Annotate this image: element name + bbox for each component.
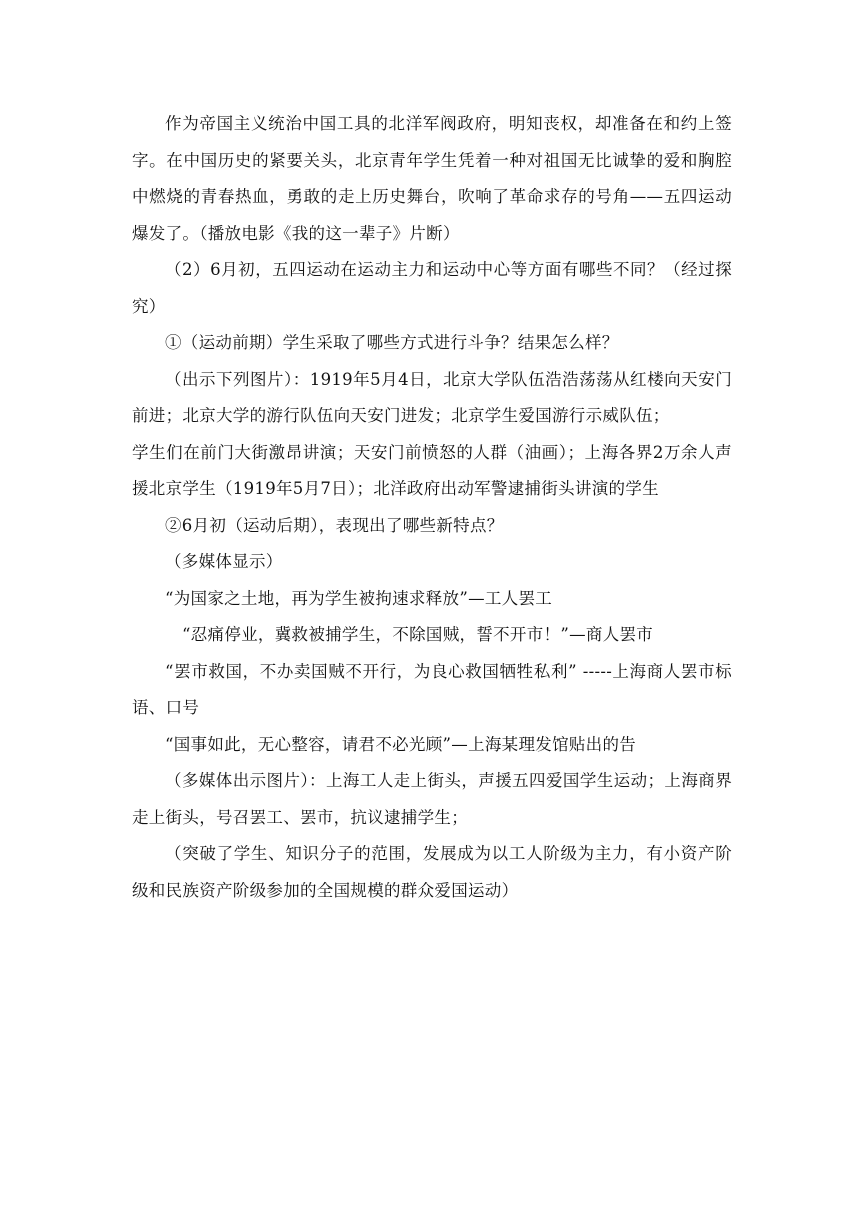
- paragraph-pictures-early: （出示下列图片）：1919年5月4日，北京大学队伍浩浩荡荡从红楼向天安门前进；北京大学的游行队伍向天安门进发；北京学生爱国游行示威队伍；: [132, 369, 732, 425]
- paragraph-pictures-early-cont: 学生们在前门大街激昂讲演；天安门前愤怒的人群（油画）；上海各界2万余人声援北京学生（1919年5月7日）；北洋政府出动军警逮捕街头讲演的学生: [132, 442, 732, 498]
- document-body: [132, 106, 732, 909]
- paragraph-summary: （突破了学生、知识分子的范围，发展成为以工人阶级为主力，有小资产阶级和民族资产阶级参加的全国规模的群众爱国运动）: [132, 844, 732, 900]
- paragraph-multimedia: （多媒体显示）: [165, 552, 283, 571]
- paragraph-question-2-2: ②6月初（运动后期），表现出了哪些新特点？: [165, 515, 504, 535]
- paragraph-intro: 作为帝国主义统治中国工具的北洋军阀政府，明知丧权，却准备在和约上签字。在中国历史的紧要关头，北京青年学生凭着一种对祖国无比诚挚的爱和胸腔中燃烧的青春热血，勇敢的走上历史舞台，吹响了革命求存的号角——五四运动爆发了。（播放电影《我的这一辈子》片断）: [132, 114, 732, 243]
- quote-merchants: “忍痛停业，冀救被捕学生，不除国贼，誓不开市！”—商人罢市: [182, 625, 654, 644]
- paragraph-question-2: （2）6月初，五四运动在运动主力和运动中心等方面有哪些不同？（经过探究）: [132, 260, 732, 316]
- quote-shanghai: “罢市救国，不办卖国贼不开行，为良心救国牺牲私利” -----上海商人罢市标语、口号: [132, 661, 732, 717]
- paragraph-question-2-1: ①（运动前期）学生采取了哪些方式进行斗争？结果怎么样？: [165, 333, 619, 352]
- quote-barber: “国事如此，无心整容，请君不必光顾”—上海某理发馆贴出的告: [165, 734, 637, 754]
- paragraph-pictures-late: （多媒体出示图片）：上海工人走上街头，声援五四爱国学生运动；上海商界走上街头，号召罢工、罢市，抗议逮捕学生；: [132, 771, 732, 827]
- quote-workers: “为国家之土地，再为学生被拘速求释放”—工人罢工: [165, 588, 553, 608]
